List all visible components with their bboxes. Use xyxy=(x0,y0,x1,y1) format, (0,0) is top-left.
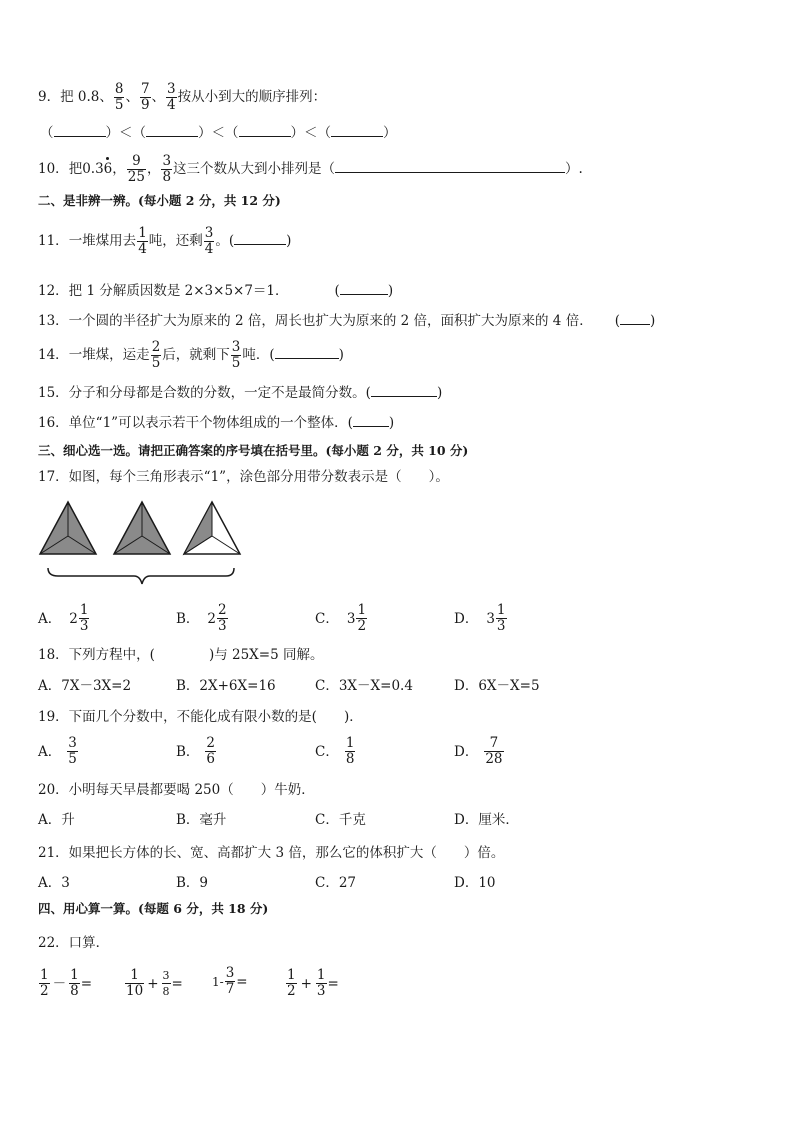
expression-3: 1- $\frac{3}{7}$ = xyxy=(212,965,248,997)
answer-blank[interactable] xyxy=(335,160,565,173)
question-20: 20．小明每天早晨都要喝 250（ ）牛奶． xyxy=(38,782,315,798)
question-12: 12．把 1 分解质因数是 2×3×5×7＝1． ( ) xyxy=(38,283,394,299)
question-11: 11．一堆煤用去 $\frac{1}{4}$ 吨，还剩 $\frac{3}{4}$ 。( ) xyxy=(38,225,292,257)
answer-blank[interactable] xyxy=(239,124,291,137)
section-2-heading: 二、是非辨一辨。(每小题 2 分，共 12 分) xyxy=(38,193,281,208)
fraction-3-4: $\frac{3}{4}$ xyxy=(167,81,176,113)
section-3-heading: 三、细心选一选。请把正确答案的序号填在括号里。(每小题 2 分，共 10 分) xyxy=(38,443,469,458)
fraction-3-8: $\frac{3}{8}$ xyxy=(162,153,172,185)
fraction-8-5: $\frac{8}{5}$ xyxy=(114,81,124,113)
question-13: 13．一个圆的半径扩大为原来的 2 倍，周长也扩大为原来的 2 倍，面积扩大为原来的 4 倍． ( ) xyxy=(38,313,656,329)
question-21: 21．如果把长方体的长、宽、高都扩大 3 倍，那么它的体积扩大（ ）倍。 xyxy=(38,845,505,861)
fraction: $\frac{2}{6}$ xyxy=(206,735,216,767)
fraction: $\frac{1}{2}$ xyxy=(40,967,49,999)
answer-blank[interactable] xyxy=(620,312,650,325)
fraction: $\frac{1}{3}$ xyxy=(316,967,326,999)
q19-option-c[interactable]: C． $\frac{1}{8}$ xyxy=(315,735,355,767)
q20-option-a[interactable]: A．升 xyxy=(38,812,75,828)
answer-blank[interactable] xyxy=(54,124,106,137)
q17-option-c[interactable]: C． 3 $\frac{1}{2}$ xyxy=(315,602,367,634)
fraction-3-5: $\frac{3}{5}$ xyxy=(231,339,241,371)
expression-1: $\frac{1}{2}$ － $\frac{1}{8}$ = xyxy=(40,967,92,999)
fraction: $\frac{3}{8}$ xyxy=(162,969,170,998)
answer-blank[interactable] xyxy=(371,384,437,397)
q20-option-b[interactable]: B．毫升 xyxy=(176,812,227,828)
q20-option-d[interactable]: D．厘米． xyxy=(454,812,519,828)
question-9: 9．把 0.8、 $\frac{8}{5}$ 、 $\frac{7}{9}$ 、 $\frac{3}{4}$ 按从小到大的顺序排列： xyxy=(38,81,327,113)
q17-option-b[interactable]: B． 2 $\frac{2}{3}$ xyxy=(176,602,227,634)
fraction: $\frac{1}{10}$ xyxy=(126,967,144,999)
q18-option-c[interactable]: C．3X－X=0.4 xyxy=(315,678,413,694)
fraction: $\frac{1}{3}$ xyxy=(496,602,506,634)
answer-blank[interactable] xyxy=(331,124,383,137)
triangle-partial xyxy=(184,502,240,554)
q21-option-b[interactable]: B．9 xyxy=(176,875,209,891)
fraction: $\frac{2}{3}$ xyxy=(218,602,227,634)
q17-option-d[interactable]: D． 3 $\frac{1}{3}$ xyxy=(454,602,506,634)
expression-4: $\frac{1}{2}$ + $\frac{1}{3}$ = xyxy=(287,967,339,999)
question-17: 17．如图，每个三角形表示“1”，涂色部分用带分数表示是（ ）。 xyxy=(38,469,449,485)
q21-option-c[interactable]: C．27 xyxy=(315,875,357,891)
q18-option-b[interactable]: B．2X+6X=16 xyxy=(176,678,276,694)
fraction-9-25: $\frac{9}{25}$ xyxy=(127,153,145,185)
question-14: 14．一堆煤，运走 $\frac{2}{5}$ 后，就剩下 $\frac{3}{5}$ 吨．( ) xyxy=(38,339,344,371)
question-22: 22．口算． xyxy=(38,935,110,951)
fraction: $\frac{1}{2}$ xyxy=(287,967,296,999)
question-9-answer-blanks[interactable]: （ ）＜（ ）＜（ ）＜（ ） xyxy=(40,125,397,141)
answer-blank[interactable] xyxy=(146,124,198,137)
fraction: $\frac{7}{28}$ xyxy=(485,735,503,767)
answer-blank[interactable] xyxy=(353,414,389,427)
repeating-decimal: 0.36 xyxy=(82,161,113,177)
answer-blank[interactable] xyxy=(275,346,339,359)
triangles-figure xyxy=(36,498,266,588)
question-15: 15．分子和分母都是合数的分数，一定不是最简分数。( ) xyxy=(38,385,443,401)
question-10: 10．把0.36， $\frac{9}{25}$ ， $\frac{3}{8}$ 这三个数从大到小排列是（ ）. xyxy=(38,153,583,185)
question-16: 16．单位“1”可以表示若干个物体组成的一个整体．( ) xyxy=(38,415,395,431)
triangle-full-2 xyxy=(114,502,170,554)
q19-option-a[interactable]: A． $\frac{3}{5}$ xyxy=(38,735,77,767)
q20-option-c[interactable]: C．千克 xyxy=(315,812,366,828)
q19-option-b[interactable]: B． $\frac{2}{6}$ xyxy=(176,735,216,767)
fraction-1-4: $\frac{1}{4}$ xyxy=(138,225,147,257)
question-18: 18．下列方程中，( )与 25X=5 同解。 xyxy=(38,647,324,663)
fraction: $\frac{3}{7}$ xyxy=(225,965,235,997)
q21-option-d[interactable]: D．10 xyxy=(454,875,496,891)
fraction-3-4: $\frac{3}{4}$ xyxy=(204,225,214,257)
fraction: $\frac{1}{3}$ xyxy=(79,602,89,634)
fraction: $\frac{1}{8}$ xyxy=(70,967,79,999)
fraction: $\frac{1}{2}$ xyxy=(357,602,367,634)
fraction-7-9: $\frac{7}{9}$ xyxy=(140,81,150,113)
answer-blank[interactable] xyxy=(234,232,286,245)
section-4-heading: 四、用心算一算。(每题 6 分，共 18 分) xyxy=(38,901,269,916)
q19-option-d[interactable]: D． $\frac{7}{28}$ xyxy=(454,735,503,767)
expression-2: $\frac{1}{10}$ + $\frac{3}{8}$ = xyxy=(126,967,183,999)
brace xyxy=(48,568,234,584)
question-19: 19．下面几个分数中，不能化成有限小数的是( )． xyxy=(38,709,363,725)
triangle-full-1 xyxy=(40,502,96,554)
q18-option-d[interactable]: D．6X－X=5 xyxy=(454,678,540,694)
fraction: $\frac{3}{5}$ xyxy=(68,735,77,767)
q17-option-a[interactable]: A． 2 $\frac{1}{3}$ xyxy=(38,602,89,634)
answer-blank[interactable] xyxy=(340,282,388,295)
q18-option-a[interactable]: A．7X－3X=2 xyxy=(38,678,132,694)
q21-option-a[interactable]: A．3 xyxy=(38,875,70,891)
fraction: $\frac{1}{8}$ xyxy=(345,735,355,767)
fraction-2-5: $\frac{2}{5}$ xyxy=(151,339,161,371)
